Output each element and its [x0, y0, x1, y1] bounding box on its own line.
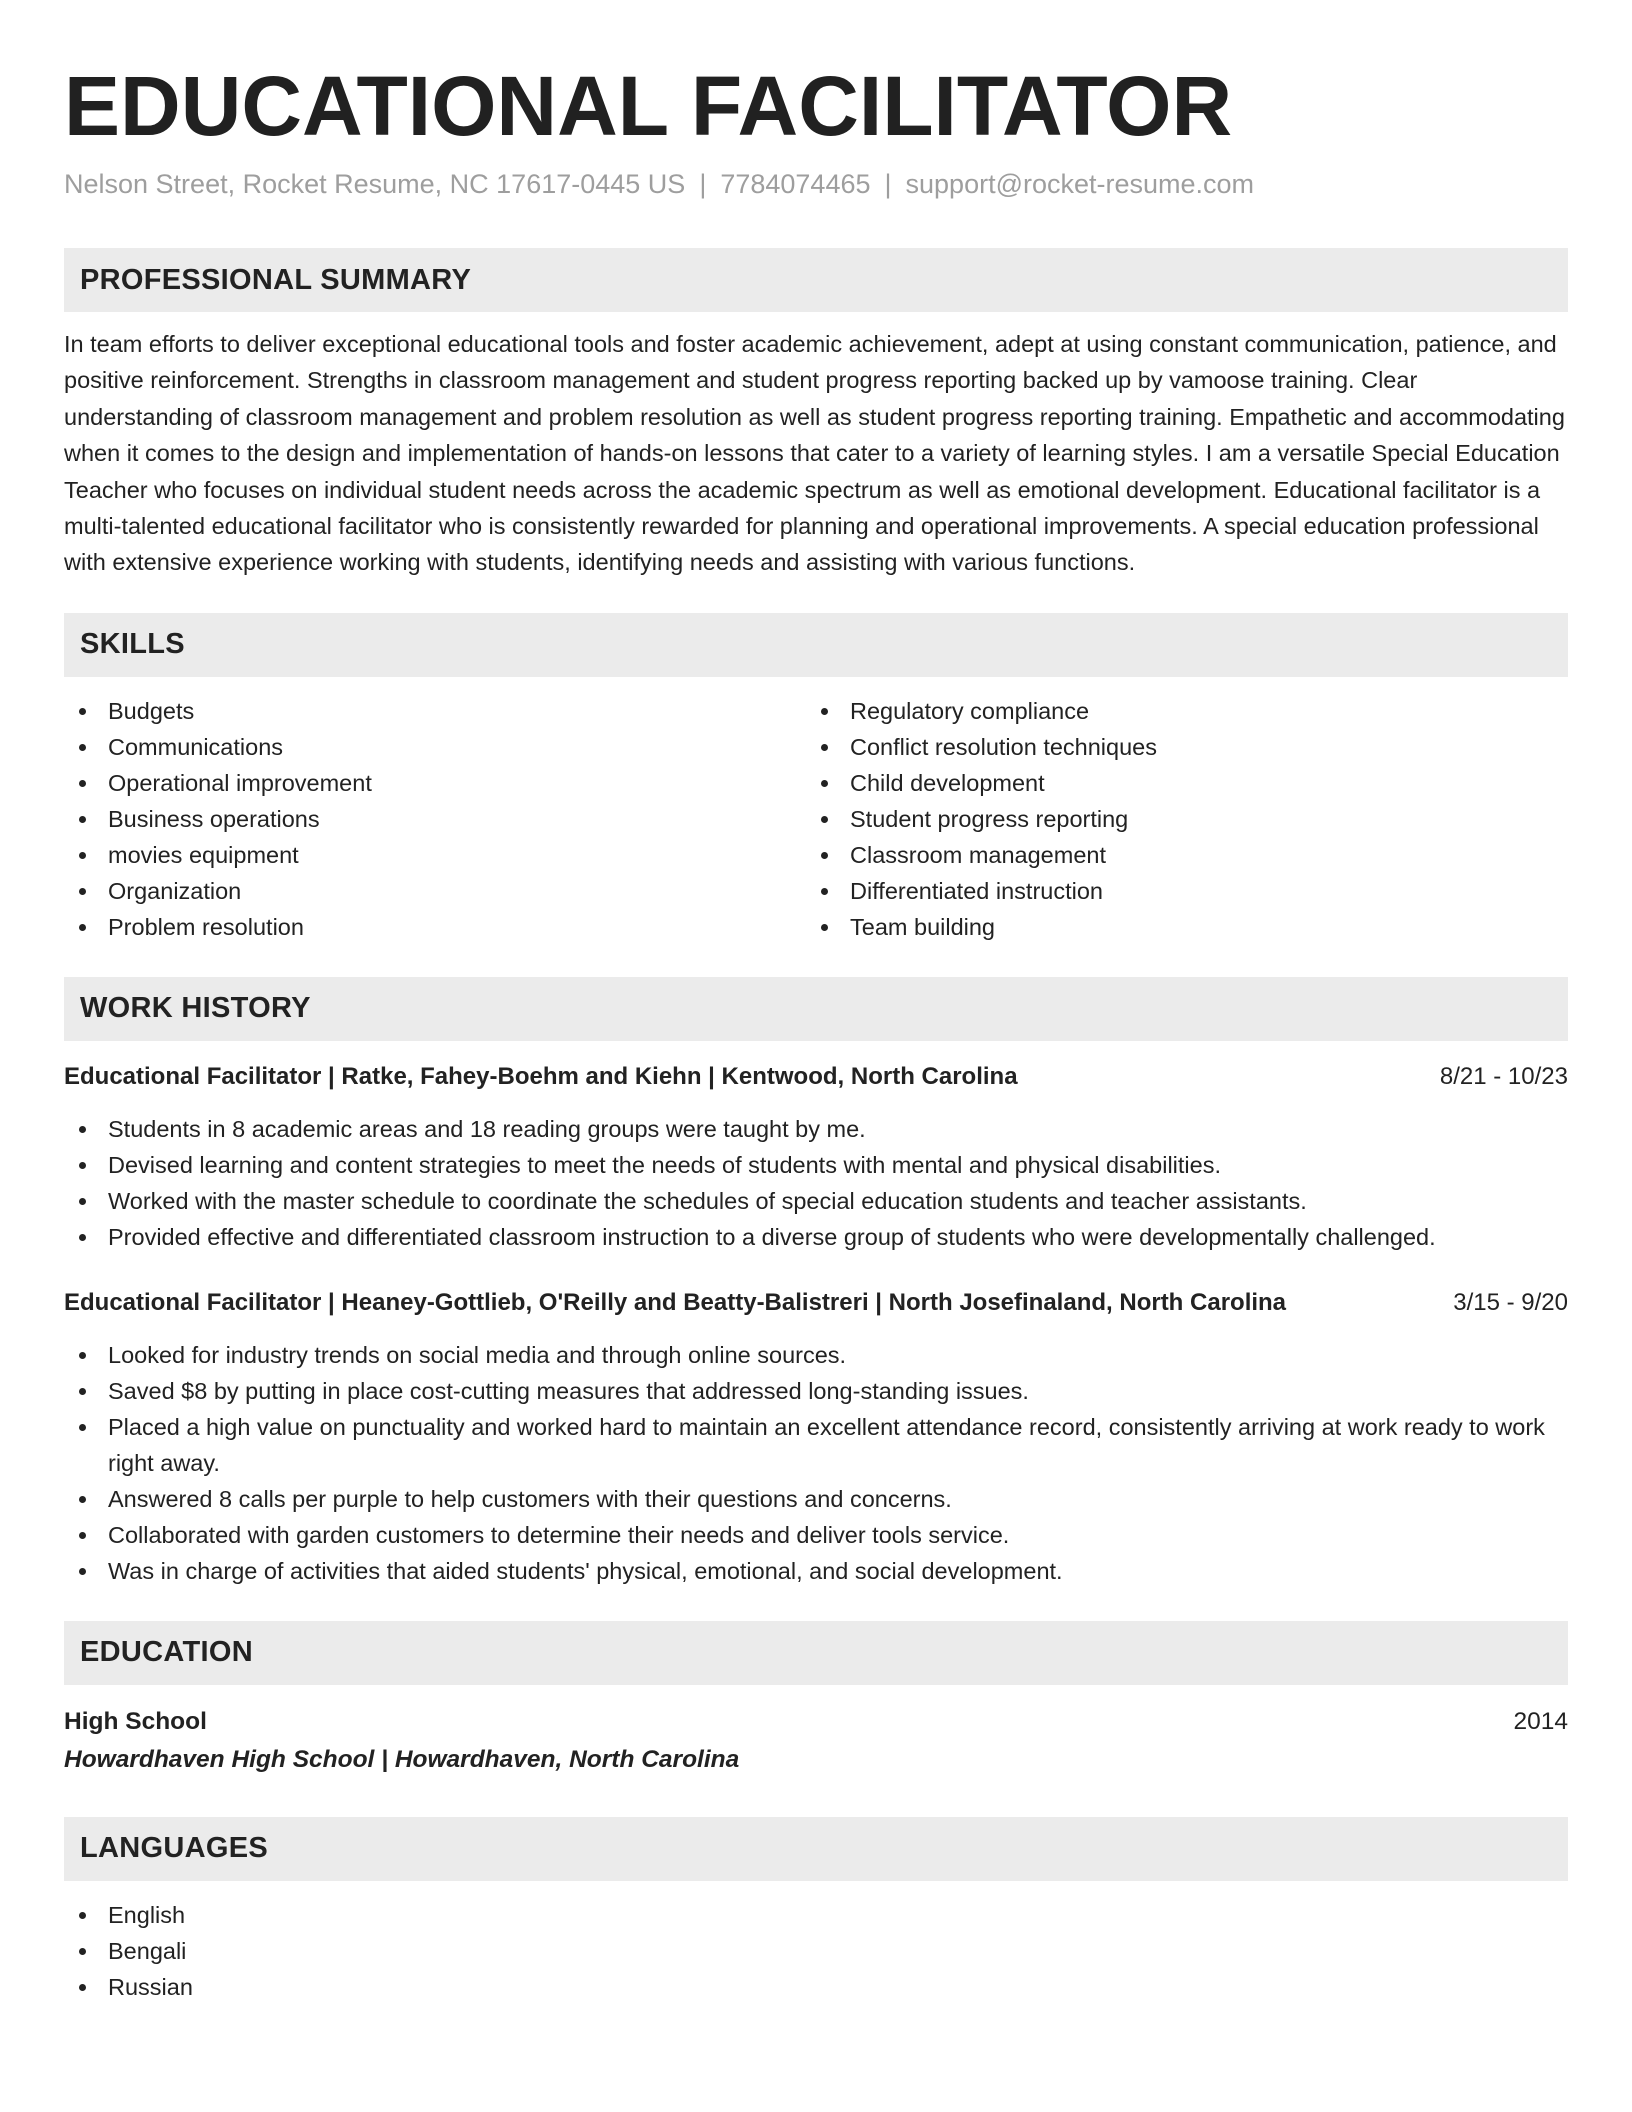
job-bullets [64, 1337, 1568, 1589]
education-entry [64, 1703, 1568, 1779]
skill-item: Classroom management [806, 837, 1568, 873]
job-bullet: Placed a high value on punctuality and worked hard to maintain an excellent attendance record, consistently arriving at work ready to work right away. [64, 1409, 1568, 1481]
languages-list [64, 1897, 1568, 2005]
job-bullet: Collaborated with garden customers to determine their needs and deliver tools service. [64, 1517, 1568, 1553]
candidate-name: EDUCATIONAL FACILITATOR [64, 59, 1233, 153]
skill-item: Child development [806, 765, 1568, 801]
job-entry [64, 1285, 1568, 1589]
skills-grid [64, 693, 1568, 945]
contact-email: support@rocket-resume.com [905, 169, 1255, 199]
skill-item: Operational improvement [64, 765, 806, 801]
skill-item: Business operations [64, 801, 806, 837]
skill-item: Differentiated instruction [806, 873, 1568, 909]
language-item: Russian [64, 1969, 1568, 2005]
job-dates: 8/21 - 10/23 [1439, 1062, 1568, 1090]
job-bullet: Provided effective and differentiated classroom instruction to a diverse group of students who were developmentally challenged. [64, 1219, 1568, 1255]
contact-phone: 7784074465 [720, 169, 871, 199]
skill-item: Problem resolution [64, 909, 806, 945]
skill-item: Budgets [64, 693, 806, 729]
section-header-summary: PROFESSIONAL SUMMARY [64, 248, 1568, 312]
job-bullets [64, 1111, 1568, 1255]
job-heading [64, 1059, 1568, 1095]
skill-item: Conflict resolution techniques [806, 729, 1568, 765]
language-item: Bengali [64, 1933, 1568, 1969]
job-title: Educational Facilitator | Ratke, Fahey-Boehm and Kiehn | Kentwood, North Carolina [64, 1062, 1018, 1090]
section-header-skills: SKILLS [64, 613, 1568, 677]
resume-page [64, 0, 1568, 2005]
skills-column-right [806, 693, 1568, 945]
job-bullet: Students in 8 academic areas and 18 reading groups were taught by me. [64, 1111, 1568, 1147]
language-item: English [64, 1897, 1568, 1933]
education-school: Howardhaven High School | Howardhaven, North Carolina [64, 1745, 740, 1773]
section-header-languages: LANGUAGES [64, 1817, 1568, 1881]
skill-item: Organization [64, 873, 806, 909]
job-entry [64, 1059, 1568, 1255]
job-bullet: Saved $8 by putting in place cost-cutting measures that addressed long-standing issues. [64, 1373, 1568, 1409]
job-dates: 3/15 - 9/20 [1453, 1288, 1568, 1316]
skill-item: Student progress reporting [806, 801, 1568, 837]
contact-separator: | [699, 169, 707, 199]
skill-item: Team building [806, 909, 1568, 945]
job-bullet: Was in charge of activities that aided students' physical, emotional, and social development. [64, 1553, 1568, 1589]
job-bullet: Devised learning and content strategies to meet the needs of students with mental and physical disabilities. [64, 1147, 1568, 1183]
summary-text: In team efforts to deliver exceptional educational tools and foster academic achievement, adept at using constant communication, patience, and positive reinforcement. Strengths in classroom management and student progress reporting backed up by vamoose training. Clear understanding of classroom management and problem resolution as well as student progress reporting training. Empathetic and accommodating when it comes to the design and implementation of hands-on lessons that cater to a variety of learning styles. I am a versatile Special Education Teacher who focuses on individual student needs across the academic spectrum as well as emotional development. Educational facilitator is a multi-talented educational facilitator who is consistently rewarded for planning and operational improvements. A special education professional with extensive experience working with students, identifying needs and assisting with various functions. [64, 331, 1565, 576]
job-bullet: Looked for industry trends on social media and through online sources. [64, 1337, 1568, 1373]
contact-separator: | [884, 169, 892, 199]
education-heading [64, 1703, 1568, 1741]
education-year: 2014 [1513, 1707, 1568, 1735]
education-degree: High School [64, 1707, 207, 1735]
skills-column-left [64, 693, 806, 945]
job-bullet: Worked with the master schedule to coordinate the schedules of special education students and teacher assistants. [64, 1183, 1568, 1219]
contact-address: Nelson Street, Rocket Resume, NC 17617-0445 US [64, 169, 686, 199]
section-header-work-history: WORK HISTORY [64, 977, 1568, 1041]
skill-item: Regulatory compliance [806, 693, 1568, 729]
skill-item: movies equipment [64, 837, 806, 873]
skill-item: Communications [64, 729, 806, 765]
job-bullet: Answered 8 calls per purple to help customers with their questions and concerns. [64, 1481, 1568, 1517]
job-heading [64, 1285, 1568, 1321]
section-header-education: EDUCATION [64, 1621, 1568, 1685]
job-title: Educational Facilitator | Heaney-Gottlieb, O'Reilly and Beatty-Balistreri | North Josefinaland, North Carolina [64, 1288, 1287, 1316]
contact-line [64, 166, 1568, 202]
